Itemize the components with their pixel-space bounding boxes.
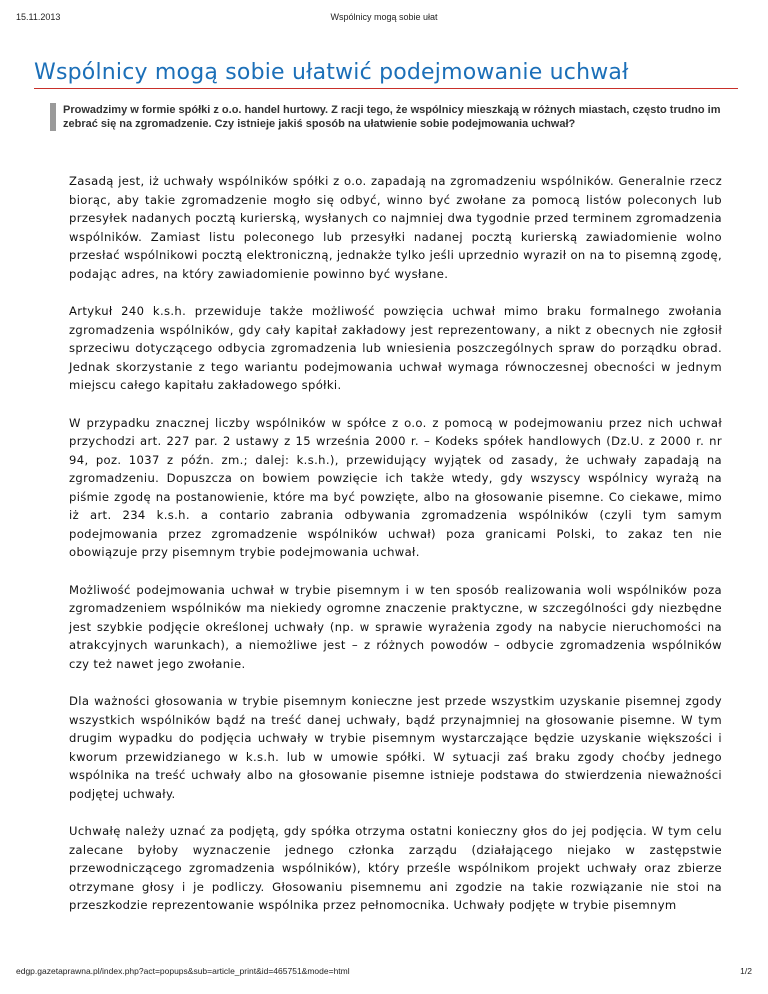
- print-url: edgp.gazetaprawna.pl/index.php?act=popups&sub=article_print&id=465751&mode=html: [16, 966, 350, 976]
- article-paragraph: Zasadą jest, iż uchwały wspólników spółki z o.o. zapadają na zgromadzeniu wspólników. Generalnie rzecz biorąc, aby takie zgromadzenie mogło się odbyć, winno być zwołane za pomocą listów poleconych lub przesyłek nadanych pocztą kurierską, wysłanych co najmniej dwa tygodnie przed terminem zgromadzenia wspólników. Zamiast listu poleconego lub przesyłki nadanej pocztą kurierską zawiadomienie wolno przesłać wspólnikowi pocztą elektroniczną, jednakże tylko jeśli uprzednio wyraził on na to pisemną zgodę, podając adres, na który zawiadomienie powinno być wysłane.: [69, 174, 722, 281]
- print-header: [16, 12, 752, 26]
- article-paragraph: Możliwość podejmowania uchwał w trybie pisemnym i w ten sposób realizowania woli wspólników poza zgromadzeniem wspólników ma niekiedy ogromne znaczenie praktyczne, w szczególności gdy niezbędne jest szybkie podjęcie określonej uchwały (np. w sprawie wyrażenia zgody na nabycie nieruchomości na atrakcyjnych warunkach), a niemożliwe jest – z różnych powodów – odbycie zgromadzenia wspólników czy też nawet jego zwołanie.: [69, 582, 722, 671]
- article-paragraph: W przypadku znacznej liczby wspólników w spółce z o.o. z pomocą w podejmowaniu przez nich uchwał przychodzi art. 227 par. 2 ustawy z 15 września 2000 r. – Kodeks spółek handlowych (Dz.U. z 2000 r. nr 94, poz. 1037 z późn. zm.; dalej: k.s.h.), przewidujący wyjątek od zasady, że uchwały zapadają na zgromadzeniu. Dopuszcza on bowiem powzięcie ich także wtedy, gdy wszyscy wspólnicy wyrażą na piśmie zgodę na postanowienie, które ma być powzięte, albo na głosowanie pisemne. Co ciekawe, mimo iż art. 234 k.s.h. a contario zabrania odbywania zgromadzenia wspólników (czyli tym samym podejmowania przez zgromadzenie wspólników uchwał) poza granicami Polski, to zakaz ten nie obowiązuje przy pisemnym trybie podejmowania uchwał.: [69, 415, 722, 559]
- article-paragraph: Artykuł 240 k.s.h. przewiduje także możliwość powzięcia uchwał mimo braku formalnego zwołania zgromadzenia wspólników, gdy cały kapitał zakładowy jest reprezentowany, a nikt z obecnych nie zgłosił sprzeciwu dotyczącego odbycia zgromadzenia lub wniesienia poszczególnych spraw do porządku obrad. Jednak skorzystanie z tego wariantu podejmowania uchwał wymaga równoczesnej obecności w jednym miejscu całego kapitału zakładowego spółki.: [69, 304, 722, 392]
- article-body: [69, 172, 722, 934]
- print-page-title: Wspólnicy mogą sobie ułat: [330, 12, 438, 22]
- article-paragraph: Dla ważności głosowania w trybie pisemnym konieczne jest przede wszystkim uzyskanie pisemnej zgody wszystkich wspólników bądź na treść danej uchwały, bądź przynajmniej na głosowanie pisemne. W tym drugim wypadku do podjęcia uchwały w trybie pisemnym wystarczające będzie uzyskanie większości i kworum przewidzianego w k.s.h. lub w umowie spółki. W sytuacji zaś braku zgody choćby jednego wspólnika na treść uchwały albo na głosowanie pisemne istnieje podstawa do stwierdzenia nieważności podjętej uchwały.: [69, 694, 722, 801]
- article-title: Wspólnicy mogą sobie ułatwić podejmowanie uchwał: [34, 60, 738, 89]
- article-lead: Prowadzimy w formie spółki z o.o. handel hurtowy. Z racji tego, że wspólnicy mieszkają w różnych miastach, często trudno im zebrać się na zgromadzenie. Czy istnieje jakiś sposób na ułatwienie sobie podejmowania uchwał?: [50, 103, 734, 131]
- page-number: 1/2: [740, 966, 752, 976]
- print-footer: [16, 966, 752, 980]
- article-paragraph: Uchwałę należy uznać za podjętą, gdy spółka otrzyma ostatni konieczny głos do jej podjęcia. W tym celu zalecane byłoby wyznaczenie jednego członka zarządu (działającego niejako w zastępstwie przewodniczącego zgromadzenia wspólników), który prześle wspólnikom projekt uchwały oraz zbierze otrzymane głosy i je podliczy. Głosowaniu pisemnemu ani zgodzie na takie rozwiązanie nie stoi na przeszkodzie reprezentowanie wspólnika przez pełnomocnika. Uchwały podjęte w trybie pisemnym: [69, 824, 722, 912]
- print-date: 15.11.2013: [16, 12, 61, 22]
